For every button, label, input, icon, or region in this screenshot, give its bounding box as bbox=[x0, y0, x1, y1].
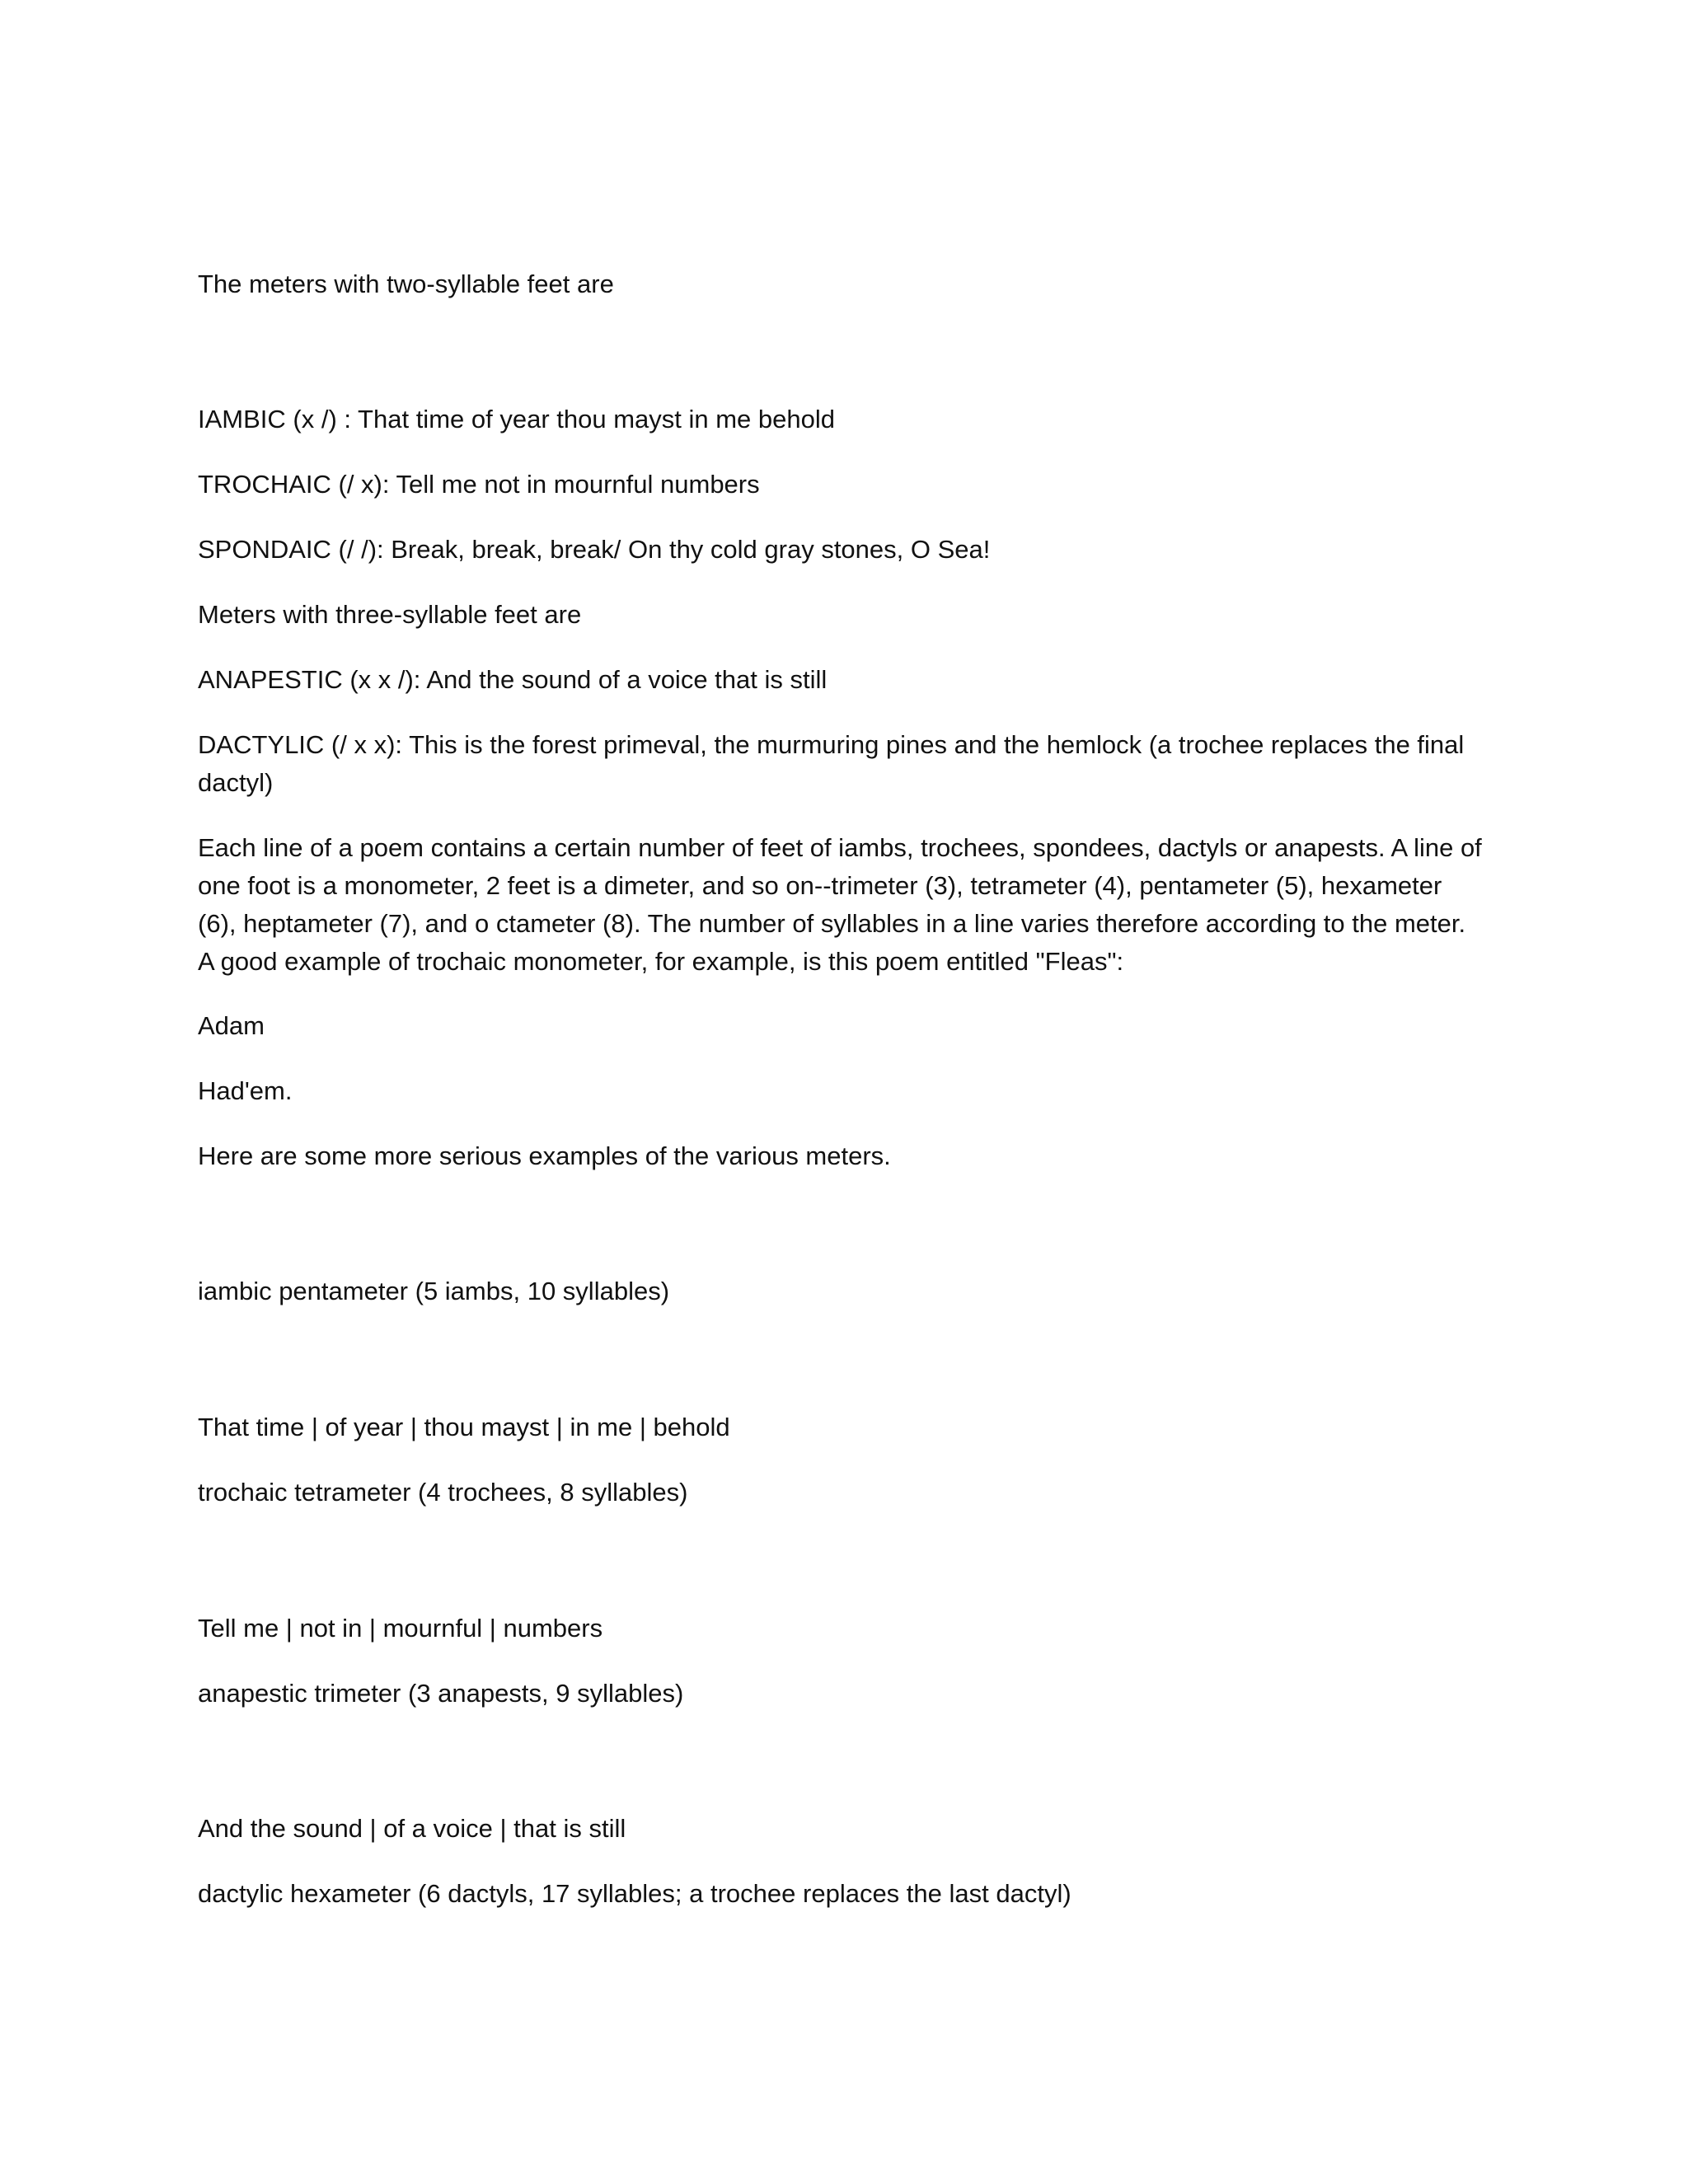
meter-label: trochaic tetrameter (4 trochees, 8 syllables) bbox=[198, 1478, 688, 1507]
dactylic-paragraph: DACTYLIC (/ x x): This is the forest primeval, the murmuring pines and the hemlock (a trochee replaces the final dactyl) bbox=[198, 730, 1465, 797]
meter-label: anapestic trimeter (3 anapests, 9 syllables) bbox=[198, 1679, 684, 1708]
meter-example: Tell me | not in | mournful | numbers bbox=[198, 1614, 603, 1643]
meter-example: And the sound | of a voice | that is still bbox=[198, 1814, 626, 1843]
text-line: Meters with three-syllable feet are bbox=[198, 600, 582, 629]
text-line: Here are some more serious examples of the various meters. bbox=[198, 1141, 891, 1170]
meter-example: That time | of year | thou mayst | in me | behold bbox=[198, 1413, 730, 1441]
poem-line: Adam bbox=[198, 1011, 265, 1040]
poem-line: Had'em. bbox=[198, 1076, 293, 1105]
text-line: TROCHAIC (/ x): Tell me not in mournful numbers bbox=[198, 470, 760, 499]
text-line: IAMBIC (x /) : That time of year thou mayst in me behold bbox=[198, 405, 836, 434]
text-line: ANAPESTIC (x x /): And the sound of a voice that is still bbox=[198, 665, 828, 694]
text-line: The meters with two-syllable feet are bbox=[198, 269, 614, 298]
meter-label: iambic pentameter (5 iambs, 10 syllables) bbox=[198, 1277, 670, 1305]
meter-label: dactylic hexameter (6 dactyls, 17 syllables; a trochee replaces the last dactyl) bbox=[198, 1879, 1071, 1908]
text-line: SPONDAIC (/ /): Break, break, break/ On thy cold gray stones, O Sea! bbox=[198, 535, 991, 564]
feet-paragraph: Each line of a poem contains a certain number of feet of iambs, trochees, spondees, dactyls or anapests. A line of one foot is a monometer, 2 feet is a dimeter, and so on--trimeter (3), tetrameter (4), pentameter (5), hexameter (6), heptameter (7), and o ctameter (8). The number of syllables in a line varies therefore according to the meter. A good example of trochaic monometer, for example, is this poem entitled "Fleas": bbox=[198, 833, 1482, 976]
